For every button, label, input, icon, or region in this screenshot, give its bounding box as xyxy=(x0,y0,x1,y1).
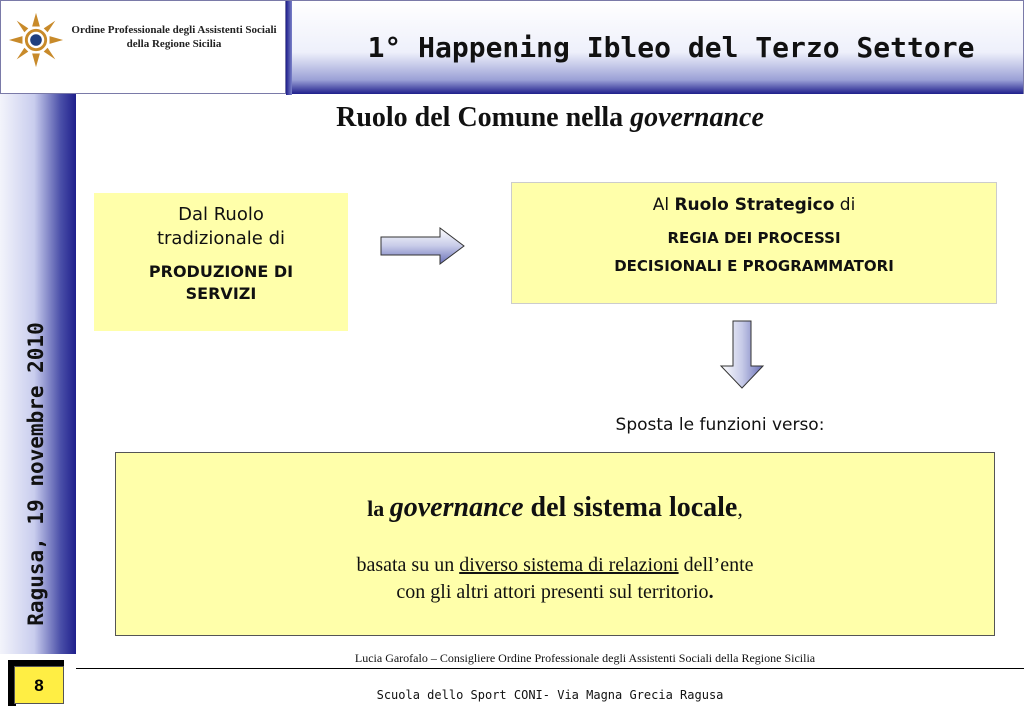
header-logo-panel xyxy=(0,0,286,94)
date-text: Ragusa, 19 novembre 2010 xyxy=(24,322,48,626)
governance-rest: del sistema locale xyxy=(523,492,738,523)
strategic-role-line3: DECISIONALI E PROGRAMMATORI xyxy=(614,257,894,275)
page-number: 8 xyxy=(14,666,64,704)
traditional-role-line2: tradizionale di xyxy=(156,228,286,249)
date-label xyxy=(24,284,48,664)
organization-name-line1: Ordine Professionale degli Assistenti Sociali xyxy=(71,24,277,36)
arrow-down-icon xyxy=(719,320,765,390)
title-band xyxy=(286,0,1024,94)
organization-name-line2: della Regione Sicilia xyxy=(126,38,222,50)
strategic-role-pre: Al xyxy=(652,195,675,215)
strategic-role-bold: Ruolo Strategico xyxy=(674,195,835,215)
governance-italic: governance xyxy=(389,492,524,523)
governance-comma: , xyxy=(737,496,743,521)
organization-name xyxy=(65,23,283,51)
traditional-role-bold1: PRODUZIONE DI xyxy=(148,262,294,281)
relations-underlined: diverso sistema di relazioni xyxy=(459,554,679,576)
actors-line: con gli altri attori presenti sul territorio xyxy=(396,581,709,603)
traditional-role-box xyxy=(94,193,348,331)
shift-functions-label: Sposta le funzioni verso: xyxy=(615,415,825,435)
footer-divider xyxy=(76,668,1024,669)
local-governance-box xyxy=(115,452,995,636)
presentation-title: 1° Happening Ibleo del Terzo Settore xyxy=(367,31,975,64)
strategic-role-line2: REGIA DEI PROCESSI xyxy=(667,229,841,247)
organization-logo-icon xyxy=(7,11,65,69)
slide-heading xyxy=(120,102,980,134)
strategic-role-post: di xyxy=(834,195,856,215)
actors-line-end: . xyxy=(708,581,714,603)
relations-post: dell’ente xyxy=(678,554,754,576)
governance-lead: la xyxy=(367,496,390,521)
title-band-accent xyxy=(286,1,292,95)
arrow-right-icon xyxy=(380,226,466,266)
slide-heading-text: Ruolo del Comune nella xyxy=(336,102,631,133)
traditional-role-line1: Dal Ruolo xyxy=(178,204,264,225)
strategic-role-box xyxy=(511,182,997,304)
traditional-role-bold2: SERVIZI xyxy=(185,284,257,303)
footer-venue: Scuola dello Sport CONI- Via Magna Grecia Ragusa xyxy=(376,688,724,702)
relations-pre: basata su un xyxy=(356,554,460,576)
left-sidebar xyxy=(0,94,76,654)
footer-author: Lucia Garofalo – Consigliere Ordine Professionale degli Assistenti Sociali della Regione Sicilia xyxy=(354,651,816,665)
slide-heading-italic: governance xyxy=(630,102,764,133)
